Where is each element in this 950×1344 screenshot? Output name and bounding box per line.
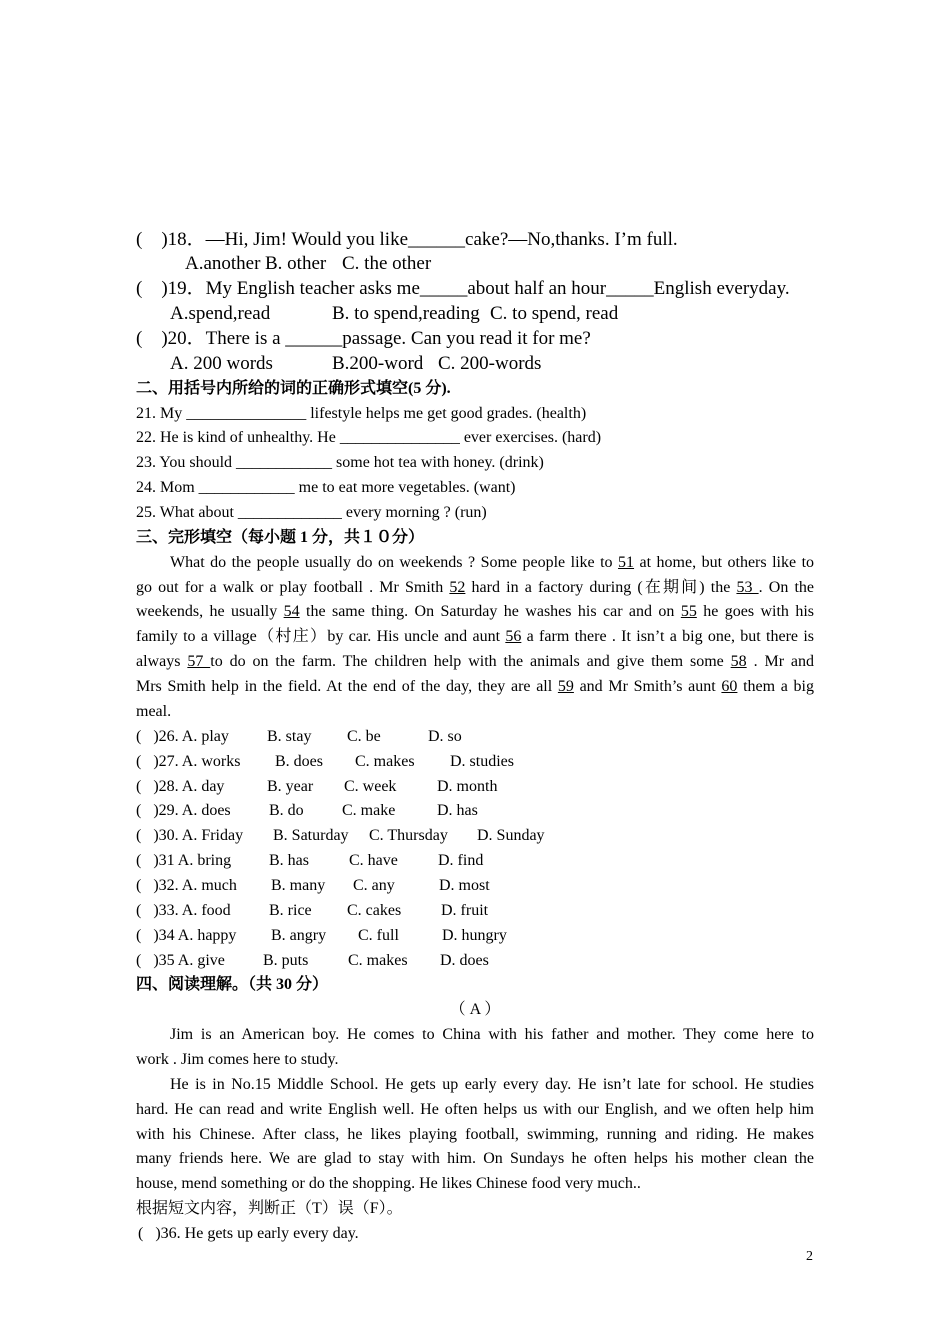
option-c: C. any — [353, 876, 395, 894]
page-content — [136, 228, 814, 1247]
reading-instruction: 根据短文内容，判断正（T）误（F）。 — [136, 1200, 403, 1218]
cloze-blank-number: 54 — [283, 603, 300, 621]
word-form-item-25: 25. What about _____________ every morning ? (run) — [136, 504, 487, 522]
option-c: C. Thursday — [369, 827, 448, 845]
option-b: B. other — [265, 253, 327, 275]
option-a: A.spend,read — [170, 303, 271, 325]
passage-text: Mrs Smith help in the field. At the end of the day, they are all — [136, 678, 558, 696]
section-2-heading: 二、用括号内所给的词的正确形式填空(5 分). — [136, 379, 451, 397]
question-number-option-a: ( )29. A. does — [136, 802, 231, 820]
option-b: B. do — [269, 802, 304, 820]
question-18-options — [136, 252, 814, 277]
option-b: B. has — [269, 852, 309, 870]
passage-text: meal. — [136, 702, 172, 720]
reading-paragraph-1-line: work . Jim comes here to study. — [136, 1050, 339, 1068]
cloze-passage-line — [136, 551, 814, 576]
question-number-option-a: ( )30. A. Friday — [136, 827, 244, 845]
passage-text: hard in a factory during (在期间) the — [465, 578, 737, 596]
option-c: C. have — [349, 852, 398, 870]
passage-text: to do on the farm. The children help with the animals and give them some — [210, 653, 731, 671]
option-c: C. cakes — [347, 901, 402, 919]
cloze-passage-line — [136, 700, 814, 725]
cloze-blank-number: 53 — [736, 578, 759, 596]
cloze-blank-number: 55 — [680, 603, 697, 621]
cloze-passage-line — [136, 650, 814, 675]
option-c: C. makes — [355, 752, 415, 770]
reading-paragraph-1-line: Jim is an American boy. He comes to China with his father and mother. They come here to — [170, 1026, 814, 1044]
cloze-question-26 — [136, 725, 814, 750]
cloze-question-34 — [136, 924, 814, 949]
option-b: B. Saturday — [273, 827, 349, 845]
option-d: D. most — [439, 876, 490, 894]
reading-paragraph-2-line: house, mend something or do the shopping. He likes Chinese food very much.. — [136, 1175, 641, 1193]
option-b: B. year — [267, 777, 314, 795]
question-number-option-a: ( )31 A. bring — [136, 852, 232, 870]
question-number-option-a: ( )34 A. happy — [136, 926, 237, 944]
passage-text: family to a village（村庄）by car. His uncle and aunt — [136, 628, 506, 646]
question-stem: ( )18．—Hi, Jim! Would you like______cake?—No,thanks. I’m full. — [136, 228, 678, 250]
option-d: D. has — [437, 802, 478, 820]
question-number-option-a: ( )35 A. give — [136, 951, 225, 969]
question-20-stem — [136, 327, 814, 352]
word-form-item-21: 21. My _______________ lifestyle helps me get good grades. (health) — [136, 404, 587, 422]
cloze-question-29 — [136, 799, 814, 824]
passage-text: always — [136, 653, 188, 671]
cloze-blank-number: 58 — [730, 653, 747, 671]
option-b: B. puts — [263, 951, 309, 969]
cloze-blank-number: 60 — [721, 678, 738, 696]
question-number-option-a: ( )33. A. food — [136, 901, 231, 919]
option-c: C. makes — [348, 951, 408, 969]
option-d: D. does — [440, 951, 489, 969]
option-c: C. make — [342, 802, 396, 820]
cloze-question-30 — [136, 824, 814, 849]
question-20-options — [136, 352, 814, 377]
question-stem: ( )20．There is a ______passage. Can you read it for me? — [136, 328, 591, 350]
reading-part-label: （ A ） — [449, 1001, 501, 1019]
reading-paragraph-2-line: hard. He can read and write English well. He often helps us with our English, and we often help him — [136, 1100, 814, 1118]
option-b: B.200-word — [332, 352, 424, 374]
word-form-item-24: 24. Mom ____________ me to eat more vegetables. (want) — [136, 479, 516, 497]
cloze-passage-line — [136, 675, 814, 700]
cloze-blank-number: 56 — [505, 628, 522, 646]
option-d: D. studies — [450, 752, 514, 770]
cloze-passage-line — [136, 600, 814, 625]
question-number-option-a: ( )27. A. works — [136, 752, 241, 770]
cloze-passage-line — [136, 625, 814, 650]
passage-text: . Mr and — [746, 653, 815, 671]
passage-text: at home, but others like to — [634, 553, 815, 571]
option-c: C. full — [358, 926, 399, 944]
question-18-stem — [136, 228, 814, 253]
section-4-heading: 四、阅读理解。（共 30 分） — [136, 976, 329, 994]
option-d: D. find — [438, 852, 484, 870]
option-d: D. so — [428, 727, 462, 745]
passage-text: weekends, he usually — [136, 603, 284, 621]
word-form-item-22: 22. He is kind of unhealthy. He _______________ ever exercises. (hard) — [136, 429, 602, 447]
option-d: D. fruit — [441, 901, 489, 919]
passage-text: he goes with his — [696, 603, 815, 621]
option-c: C. the other — [342, 253, 432, 275]
option-c: C. be — [347, 727, 381, 745]
question-number-option-a: ( )28. A. day — [136, 777, 225, 795]
passage-text: the same thing. On Saturday he washes his car and on — [299, 603, 681, 621]
option-a: A.another — [185, 253, 261, 275]
question-stem: ( )19．My English teacher asks me_____about half an hour_____English everyday. — [136, 278, 790, 300]
cloze-question-32 — [136, 874, 814, 899]
option-b: B. many — [271, 876, 326, 894]
option-a: A. 200 words — [170, 352, 273, 374]
reading-paragraph-2-line: He is in No.15 Middle School. He gets up early every day. He isn’t late for school. He studies — [170, 1075, 814, 1093]
cloze-question-33 — [136, 899, 814, 924]
passage-text: What do the people usually do on weekends ? Some people like to — [170, 553, 619, 571]
passage-text: them a big — [737, 678, 815, 696]
reading-paragraph-2-line: with his Chinese. After class, he likes playing football, swimming, running and riding. He makes — [136, 1125, 814, 1143]
page-number: 2 — [806, 1249, 813, 1264]
option-c: C. week — [344, 777, 397, 795]
option-d: D. hungry — [442, 926, 507, 944]
passage-text: and Mr Smith’s aunt — [573, 678, 722, 696]
option-d: D. month — [437, 777, 498, 795]
passage-text: . On the — [758, 578, 815, 596]
question-number-option-a: ( )32. A. much — [136, 876, 237, 894]
question-19-options — [136, 302, 814, 327]
cloze-question-35 — [136, 949, 814, 974]
option-c: C. 200-words — [438, 352, 542, 374]
option-b: B. to spend,reading — [332, 303, 480, 325]
word-form-item-23: 23. You should ____________ some hot tea with honey. (drink) — [136, 454, 544, 472]
section-3-heading: 三、完形填空（每小题 1 分，共１０分） — [136, 528, 425, 546]
reading-paragraph-2-line: many friends here. We are glad to stay with him. On Sundays he often helps his mother clean the — [136, 1150, 814, 1168]
cloze-blank-number: 52 — [449, 578, 466, 596]
passage-text: go out for a walk or play football . Mr Smith — [136, 578, 450, 596]
option-c: C. to spend, read — [490, 303, 619, 325]
passage-text: a farm there . It isn’t a big one, but there is — [521, 628, 814, 646]
cloze-question-28 — [136, 775, 814, 800]
cloze-question-27 — [136, 750, 814, 775]
cloze-question-31 — [136, 849, 814, 874]
option-b: B. angry — [271, 926, 327, 944]
cloze-blank-number: 51 — [618, 553, 635, 571]
option-d: D. Sunday — [477, 827, 545, 845]
option-b: B. stay — [267, 727, 312, 745]
reading-question-36: ( )36. He gets up early every day. — [138, 1224, 359, 1242]
question-19-stem — [136, 277, 814, 302]
option-b: B. does — [275, 752, 323, 770]
question-number-option-a: ( )26. A. play — [136, 727, 229, 745]
cloze-passage-line — [136, 576, 814, 601]
cloze-blank-number: 57 — [187, 653, 211, 671]
cloze-blank-number: 59 — [557, 678, 574, 696]
option-b: B. rice — [269, 901, 312, 919]
